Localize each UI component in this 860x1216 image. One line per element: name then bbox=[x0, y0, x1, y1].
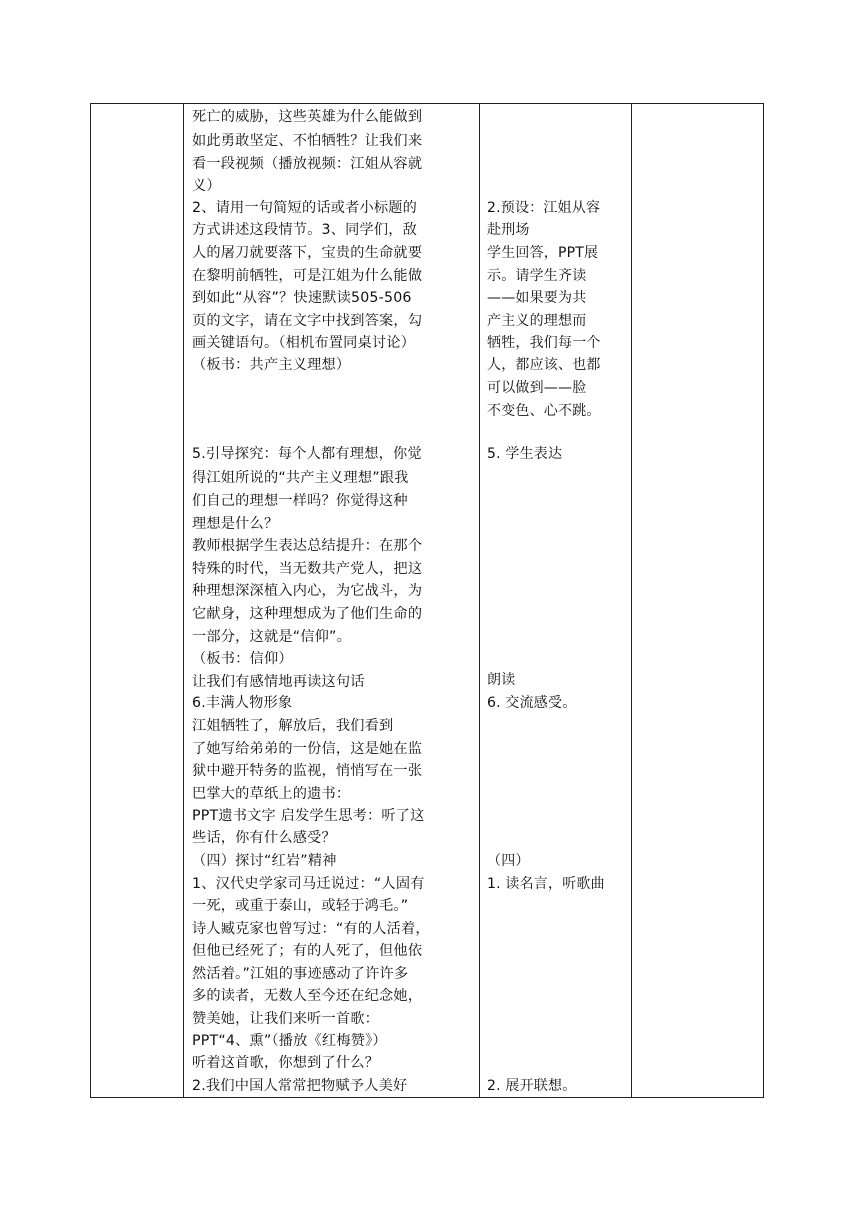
teacher-line: 江姐牺牲了，解放后，我们看到 bbox=[192, 718, 394, 734]
student-line: 1. 读名言，听歌曲 bbox=[487, 876, 605, 892]
teacher-line: 让我们有感情地再读这句话 bbox=[192, 674, 365, 690]
teacher-line: 2.我们中国人常常把物赋予人美好 bbox=[192, 1078, 408, 1094]
teacher-line: 看一段视频（播放视频：江姐从容就 bbox=[192, 156, 423, 172]
teacher-line: 多的读者，无数人至今还在纪念她， bbox=[192, 988, 423, 1004]
teacher-line: 诗人臧克家也曾写过：“有的人活着， bbox=[192, 921, 430, 937]
teacher-line: 方式讲述这段情节。3、同学们，敌 bbox=[192, 222, 418, 238]
teacher-line: （板书：共产主义理想） bbox=[192, 357, 351, 373]
stage-column-cell bbox=[91, 104, 184, 1098]
student-line: 5. 学生表达 bbox=[487, 446, 563, 462]
teacher-line: 页的文字，请在文字中找到答案，勾 bbox=[192, 313, 423, 329]
student-line: 6. 交流感受。 bbox=[487, 695, 577, 711]
teacher-line: 听着这首歌，你想到了什么？ bbox=[192, 1055, 380, 1071]
teacher-activity-cell bbox=[184, 104, 480, 1098]
teacher-line: 5.引导探究：每个人都有理想，你觉 bbox=[192, 446, 422, 462]
student-line: 2.预设：江姐从容 bbox=[487, 200, 601, 216]
teacher-line: PPT“4、熏”（播放《红梅赞》） bbox=[192, 1033, 387, 1049]
teacher-line: 6.丰满人物形象 bbox=[192, 695, 293, 711]
teacher-line: 些话，你有什么感受？ bbox=[192, 830, 336, 846]
teacher-line: 义） bbox=[192, 178, 221, 194]
student-line: 2. 展开联想。 bbox=[487, 1078, 577, 1094]
teacher-line: 特殊的时代，当无数共产党人，把这 bbox=[192, 561, 423, 577]
teacher-line: 教师根据学生表达总结提升：在那个 bbox=[192, 538, 423, 554]
teacher-line: 狱中避开特务的监视，悄悄写在一张 bbox=[192, 763, 423, 779]
teacher-line: 然活着。”江姐的事迹感动了许许多 bbox=[192, 966, 409, 982]
student-line: （四） bbox=[487, 853, 530, 869]
teacher-line: 得江姐所说的“共产主义理想”跟我 bbox=[192, 470, 409, 486]
student-line: 牺牲，我们每一个 bbox=[487, 335, 601, 351]
teacher-line: 巴掌大的草纸上的遗书： bbox=[192, 786, 351, 802]
design-intent-cell bbox=[632, 104, 764, 1098]
teacher-line: PPT遗书文字 启发学生思考：听了这 bbox=[192, 808, 425, 824]
student-line: ——如果要为共 bbox=[487, 290, 587, 306]
table-row bbox=[91, 104, 764, 1098]
teacher-line: 死亡的威胁，这些英雄为什么能做到 bbox=[192, 109, 423, 125]
student-activity-cell bbox=[480, 104, 632, 1098]
teacher-line: （四）探讨“红岩”精神 bbox=[192, 853, 337, 869]
teacher-line: 人的屠刀就要落下，宝贵的生命就要 bbox=[192, 245, 423, 261]
teacher-line: 了她写给弟弟的一份信，这是她在监 bbox=[192, 741, 423, 757]
teacher-line: （板书：信仰） bbox=[192, 651, 293, 667]
student-line: 可以做到——脸 bbox=[487, 380, 587, 396]
teacher-line: 但他已经死了；有的人死了，但他依 bbox=[192, 943, 423, 959]
teacher-line: 理想是什么？ bbox=[192, 516, 279, 532]
teacher-line: 在黎明前牺牲，可是江姐为什么能做 bbox=[192, 268, 423, 284]
lesson-plan-table bbox=[90, 103, 764, 1098]
teacher-line: 一部分，这就是“信仰”。 bbox=[192, 629, 351, 645]
teacher-line: 们自己的理想一样吗？你觉得这种 bbox=[192, 493, 408, 509]
teacher-line: 到如此“从容”？快速默读505-506 bbox=[192, 290, 412, 306]
student-line: 学生回答，PPT展 bbox=[487, 245, 599, 261]
teacher-line: 种理想深深植入内心，为它战斗，为 bbox=[192, 583, 423, 599]
teacher-line: 它献身，这种理想成为了他们生命的 bbox=[192, 606, 423, 622]
student-line: 不变色、心不跳。 bbox=[487, 403, 601, 419]
teacher-line: 画关键语句。（相机布置同桌讨论） bbox=[192, 335, 416, 351]
student-line: 示。请学生齐读 bbox=[487, 268, 587, 284]
teacher-line: 2、请用一句简短的话或者小标题的 bbox=[192, 200, 418, 216]
teacher-line: 1、汉代史学家司马迁说过：“人固有 bbox=[192, 876, 425, 892]
teacher-line: 一死，或重于泰山，或轻于鸿毛。” bbox=[192, 898, 409, 914]
student-line: 人，都应该、也都 bbox=[487, 357, 601, 373]
teacher-line: 如此勇敢坚定、不怕牺牲？让我们来 bbox=[192, 133, 423, 149]
teacher-line: 赞美她，让我们来听一首歌： bbox=[192, 1011, 380, 1027]
student-line: 产主义的理想而 bbox=[487, 313, 587, 329]
student-line: 赴刑场 bbox=[487, 222, 530, 238]
student-line: 朗读 bbox=[487, 672, 516, 688]
